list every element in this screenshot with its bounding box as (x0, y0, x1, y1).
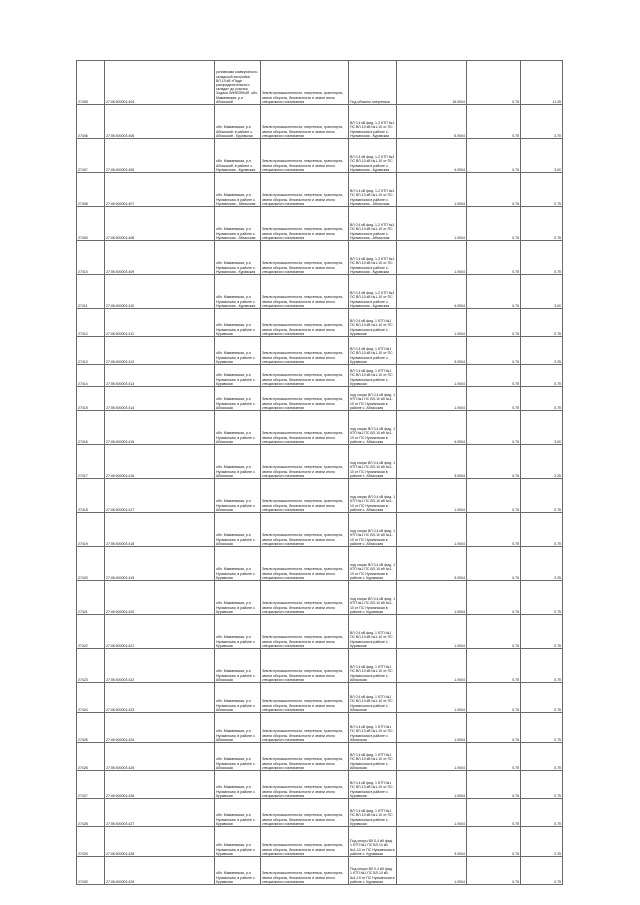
permitted-use-cell: под опоры ВЛ 0,4 кВ фид. 1 КТП №1 ПС ВЛ-10 кВ №1-10 от ПС Нусманская в районе с. Абхасская (349, 513, 397, 547)
area-cell: 1.0004 (397, 513, 467, 547)
cadastral-number-cell: 27:06:000001:421 (105, 615, 215, 649)
cadastral-number-cell: 27:06:000001:407 (105, 173, 215, 207)
cadastral-number-cell: 27:06:000001:416 (105, 445, 215, 479)
land-category-cell: Земли промышленности, энергетики, транспорта, земли обороны, безопасности и земли иного специального назначения (261, 479, 349, 513)
row-number-cell: 27412 (77, 309, 105, 337)
total-cell: 0.75 (521, 513, 563, 547)
table-row (77, 445, 563, 479)
address-cell: обл. Мамаевская, р-н Нусманская, в районе с. Абхасская (215, 445, 261, 479)
address-cell: обл. Мамаевская, р-н Нусманская, в районе с. Куравская (215, 827, 261, 857)
address-cell: обл. Мамаевская, р-н Нусманская, в районе с. Нусманская - Абхасская (215, 207, 261, 241)
rate-cell: 0.75 (467, 827, 521, 857)
area-cell: 1.0004 (397, 683, 467, 713)
row-number-cell: 27411 (77, 275, 105, 309)
address-cell: обл. Мамаевская, р-н Нусманская, в районе с. Нусманская - Куравская (215, 241, 261, 275)
permitted-use-cell: ВЛ 0,4 кВ фид. 1 КТП №1 ПС ВЛ-10 кВ №1-10 от ПС Нусманская в районе с. Куравская (349, 309, 397, 337)
permitted-use-cell: ВЛ 0,4 кВ фид. 1 КТП №1 ПС ВЛ-10 кВ №1-10 от ПС Нусманская в районе с. Куравская (349, 337, 397, 365)
rate-cell: 0.75 (467, 61, 521, 105)
land-category-cell: Земли промышленности, энергетики, транспорта, земли обороны, безопасности и земли иного специального назначения (261, 683, 349, 713)
rate-cell: 0.75 (467, 337, 521, 365)
cadastral-number-cell: 27:06:000001:420 (105, 581, 215, 615)
cadastral-number-cell: 27:06:000001:405 (105, 105, 215, 139)
address-cell: условными коммунально-складской застройки ВЛ-10 кВ «Пади распределительного склада» до участка Ходика ЛИНЕЙНЫЙ. обл. Мамаевская. р-н Абхасский (215, 61, 261, 105)
total-cell: 0.75 (521, 241, 563, 275)
permitted-use-cell: ВЛ 0,4 кВ фид. 1 КТП №1 ПС ВЛ-10 кВ №1-10 от ПС Нусманская в районе с. Куравская (349, 771, 397, 799)
rate-cell: 0.75 (467, 581, 521, 615)
area-cell: 15.0004 (397, 61, 467, 105)
table-row (77, 337, 563, 365)
address-cell: обл. Мамаевская, р-н Нусманская, в районе с. Куравская (215, 547, 261, 581)
land-category-cell: Земли промышленности, энергетики, транспорта, земли обороны, безопасности и земли иного специального назначения (261, 207, 349, 241)
row-number-cell: 27421 (77, 581, 105, 615)
row-number-cell: 27409 (77, 207, 105, 241)
cadastral-number-cell: 27:06:000001:419 (105, 547, 215, 581)
permitted-use-cell: ВЛ 0,4 кВ фид. 1-2 КТП №1 ПС ВЛ-10 кВ №1-10 от ПС Нусманская в районе с. Нусманская - Куравская (349, 275, 397, 309)
land-category-cell: Земли промышленности, энергетики, транспорта, земли обороны, безопасности и земли иного специального назначения (261, 827, 349, 857)
row-number-cell: 27418 (77, 479, 105, 513)
permitted-use-cell: ВЛ 0,4 кВ фид. 1-2 КТП №1 ПС ВЛ-10 кВ №1-10 от ПС Нусманская в районе с. Нусманская - Абхасская (349, 173, 397, 207)
total-cell: 0.75 (521, 173, 563, 207)
address-cell: обл. Мамаевская, р-н Абхасский, в районе с. Абхасский - Куравская (215, 105, 261, 139)
table-row (77, 771, 563, 799)
area-cell: 1.0004 (397, 581, 467, 615)
row-number-cell: 27426 (77, 743, 105, 771)
total-cell: 3.00 (521, 275, 563, 309)
total-cell: 0.75 (521, 649, 563, 683)
address-cell: обл. Мамаевская, р-н Нусманская, в районе с. Абхасская (215, 411, 261, 445)
area-cell: 4.0004 (397, 275, 467, 309)
row-number-cell: 27420 (77, 547, 105, 581)
permitted-use-cell: ВЛ 0,4 кВ фид. 1 КТП №1 ПС ВЛ-10 кВ №1-10 от ПС Нусманская в районе с. Абхасская (349, 649, 397, 683)
land-category-cell: Земли промышленности, энергетики, транспорта, земли обороны, безопасности и земли иного специального назначения (261, 61, 349, 105)
total-cell: 0.75 (521, 799, 563, 827)
total-cell: 3.00 (521, 139, 563, 173)
table-row (77, 857, 563, 885)
table-row (77, 581, 563, 615)
area-cell: 1.0004 (397, 713, 467, 743)
cadastral-number-cell: 27:06:000001:422 (105, 649, 215, 683)
land-category-cell: Земли промышленности, энергетики, транспорта, земли обороны, безопасности и земли иного специального назначения (261, 743, 349, 771)
total-cell: 2.25 (521, 827, 563, 857)
table-row (77, 309, 563, 337)
rate-cell: 0.75 (467, 615, 521, 649)
permitted-use-cell: под опоры ВЛ 0,4 кВ фид. 1 КТП №1 ПС ВЛ-10 кВ №1-10 от ПС Нусманская в районе с. Куравская (349, 547, 397, 581)
rate-cell: 0.75 (467, 365, 521, 387)
land-category-cell: Земли промышленности, энергетики, транспорта, земли обороны, безопасности и земли иного специального назначения (261, 139, 349, 173)
table-row (77, 387, 563, 411)
row-number-cell: 27428 (77, 799, 105, 827)
area-cell: 4.0004 (397, 139, 467, 173)
table-row (77, 827, 563, 857)
permitted-use-cell: ВЛ 0,4 кВ фид. 1-2 КТП №1 ПС ВЛ-10 кВ №1-10 от ПС Нусманская в районе с. Нусманская - Абхасская (349, 207, 397, 241)
area-cell: 1.0004 (397, 207, 467, 241)
cadastral-number-cell: 27:06:000001:429 (105, 857, 215, 885)
row-number-cell: 27416 (77, 411, 105, 445)
area-cell: 1.0004 (397, 241, 467, 275)
permitted-use-cell: под опоры ВЛ 0,4 кВ фид. 1 КТП №1 ПС ВЛ-10 кВ №1-10 от ПС Нусманская в районе с. Куравская (349, 581, 397, 615)
table-row (77, 411, 563, 445)
document-sheet (76, 60, 562, 885)
address-cell: обл. Мамаевская, р-н Нусманская, в районе с. Абхасская (215, 683, 261, 713)
address-cell: обл. Мамаевская, р-н Нусманская, в районе с. Абхасская (215, 513, 261, 547)
table-row (77, 799, 563, 827)
table-row (77, 173, 563, 207)
row-number-cell: 27408 (77, 173, 105, 207)
area-cell: 3.0004 (397, 827, 467, 857)
land-category-cell: Земли промышленности, энергетики, транспорта, земли обороны, безопасности и земли иного специального назначения (261, 615, 349, 649)
rate-cell: 0.75 (467, 649, 521, 683)
table-row (77, 713, 563, 743)
table-row (77, 743, 563, 771)
cadastral-number-cell: 27:06:000001:410 (105, 275, 215, 309)
permitted-use-cell: Под объекты энергетики (349, 61, 397, 105)
row-number-cell: 27415 (77, 387, 105, 411)
row-number-cell: 27422 (77, 615, 105, 649)
table-row (77, 105, 563, 139)
permitted-use-cell: ВЛ 0,4 кВ фид. 1 КТП №1 ПС ВЛ-10 кВ №1-10 от ПС Нусманская в районе с. Абхасская (349, 683, 397, 713)
permitted-use-cell: Под опоры ВЛ 0,4 кВ фид. 1 КТП №1 ПС ВЛ-10 кВ №1-10 от ПС Нусманская в районе с. Куравская (349, 857, 397, 885)
cadastral-number-cell: 27:06:000001:428 (105, 827, 215, 857)
rate-cell: 0.75 (467, 309, 521, 337)
row-number-cell: 27417 (77, 445, 105, 479)
rate-cell: 0.75 (467, 173, 521, 207)
row-number-cell: 27424 (77, 683, 105, 713)
land-category-cell: Земли промышленности, энергетики, транспорта, земли обороны, безопасности и земли иного специального назначения (261, 713, 349, 743)
land-category-cell: Земли промышленности, энергетики, транспорта, земли обороны, безопасности и земли иного специального назначения (261, 547, 349, 581)
total-cell: 0.75 (521, 743, 563, 771)
area-cell: 4.0004 (397, 411, 467, 445)
row-number-cell: 27430 (77, 857, 105, 885)
area-cell: 1.0004 (397, 857, 467, 885)
row-number-cell: 27419 (77, 513, 105, 547)
row-number-cell: 27427 (77, 771, 105, 799)
area-cell: 1.0004 (397, 771, 467, 799)
row-number-cell: 27423 (77, 649, 105, 683)
total-cell: 0.75 (521, 365, 563, 387)
land-category-cell: Земли промышленности, энергетики, транспорта, земли обороны, безопасности и земли иного специального назначения (261, 513, 349, 547)
land-category-cell: Земли промышленности, энергетики, транспорта, земли обороны, безопасности и земли иного специального назначения (261, 241, 349, 275)
total-cell: 0.75 (521, 581, 563, 615)
address-cell: обл. Мамаевская, р-н Нусманская, в районе с. Абхасская (215, 387, 261, 411)
area-cell: 1.0004 (397, 799, 467, 827)
table-row (77, 139, 563, 173)
total-cell: 2.25 (521, 547, 563, 581)
rate-cell: 0.75 (467, 547, 521, 581)
permitted-use-cell: ВЛ 0,4 кВ фид. 1-2 КТП №1 ПС ВЛ-10 кВ №1-10 от ПС Нусманская в районе с. Нусманская - Куравская (349, 139, 397, 173)
total-cell: 2.25 (521, 337, 563, 365)
cadastral-number-cell: 27:06:000001:427 (105, 799, 215, 827)
address-cell: обл. Мамаевская, р-н Нусманская, в районе с. Абхасская (215, 479, 261, 513)
area-cell: 1.0004 (397, 387, 467, 411)
rate-cell: 0.75 (467, 479, 521, 513)
land-category-cell: Земли промышленности, энергетики, транспорта, земли обороны, безопасности и земли иного специального назначения (261, 337, 349, 365)
total-cell: 0.75 (521, 615, 563, 649)
table-row (77, 365, 563, 387)
cadastral-number-cell: 27:06:000001:417 (105, 479, 215, 513)
land-category-cell: Земли промышленности, энергетики, транспорта, земли обороны, безопасности и земли иного специального назначения (261, 173, 349, 207)
area-cell: 5.0004 (397, 105, 467, 139)
area-cell: 3.0004 (397, 445, 467, 479)
address-cell: обл. Мамаевская, р-н Нусманская, в районе с. Куравская (215, 857, 261, 885)
address-cell: обл. Мамаевская, р-н Нусманская, в районе с. Куравская (215, 581, 261, 615)
row-number-cell: 27413 (77, 337, 105, 365)
permitted-use-cell: ВЛ 0,4 кВ фид. 1-2 КТП №1 ПС ВЛ-10 кВ №1-10 от ПС Нусманская в районе с. Нусманская - Куравская (349, 241, 397, 275)
address-cell: обл. Мамаевская, р-н Абхасский, в районе с. Нусманская - Куравская (215, 139, 261, 173)
address-cell: обл. Мамаевская, р-н Нусманская, в районе с. Нусманская - Абхасская (215, 173, 261, 207)
rate-cell: 0.75 (467, 799, 521, 827)
address-cell: обл. Мамаевская, р-н Нусманская, в районе с. Куравская (215, 309, 261, 337)
land-category-cell: Земли промышленности, энергетики, транспорта, земли обороны, безопасности и земли иного специального назначения (261, 411, 349, 445)
address-cell: обл. Мамаевская, р-н Нусманская, в районе с. Абхасская (215, 743, 261, 771)
land-category-cell: Земли промышленности, энергетики, транспорта, земли обороны, безопасности и земли иного специального назначения (261, 275, 349, 309)
row-number-cell: 27406 (77, 105, 105, 139)
cadastral-number-cell: 27:06:000001:426 (105, 771, 215, 799)
row-number-cell: 27425 (77, 713, 105, 743)
land-category-cell: Земли промышленности, энергетики, транспорта, земли обороны, безопасности и земли иного специального назначения (261, 445, 349, 479)
table-row (77, 479, 563, 513)
cadastral-number-cell: 27:06:000001:406 (105, 139, 215, 173)
cadastral-number-cell: 27:06:000001:404 (105, 61, 215, 105)
permitted-use-cell: ВЛ 0,4 кВ фид. 1 КТП №1 ПС ВЛ-10 кВ №1-10 от ПС Нусманская в районе с. Абхасская (349, 713, 397, 743)
land-category-cell: Земли промышленности, энергетики, транспорта, земли обороны, безопасности и земли иного специального назначения (261, 365, 349, 387)
cadastral-number-cell: 27:06:000001:412 (105, 337, 215, 365)
address-cell: обл. Мамаевская, р-н Нусманская, в районе с. Куравская (215, 337, 261, 365)
total-cell: 0.75 (521, 309, 563, 337)
total-cell: 11.25 (521, 61, 563, 105)
rate-cell: 0.75 (467, 771, 521, 799)
land-register-table (76, 60, 563, 885)
table-body (77, 61, 563, 885)
row-number-cell: 27407 (77, 139, 105, 173)
table-row (77, 241, 563, 275)
rate-cell: 0.75 (467, 445, 521, 479)
permitted-use-cell: под опоры ВЛ 0,4 кВ фид. 1 КТП №1 ПС ВЛ-10 кВ №1-10 от ПС Нусманская в районе с. Абхасская (349, 445, 397, 479)
total-cell: 0.75 (521, 479, 563, 513)
row-number-cell: 27410 (77, 241, 105, 275)
land-category-cell: Земли промышленности, энергетики, транспорта, земли обороны, безопасности и земли иного специального назначения (261, 799, 349, 827)
rate-cell: 0.75 (467, 683, 521, 713)
total-cell: 0.75 (521, 207, 563, 241)
area-cell: 1.0004 (397, 365, 467, 387)
cadastral-number-cell: 27:06:000001:415 (105, 411, 215, 445)
cadastral-number-cell: 27:06:000001:425 (105, 743, 215, 771)
row-number-cell: 27405 (77, 61, 105, 105)
row-number-cell: 27429 (77, 827, 105, 857)
land-category-cell: Земли промышленности, энергетики, транспорта, земли обороны, безопасности и земли иного специального назначения (261, 309, 349, 337)
table-row (77, 207, 563, 241)
row-number-cell: 27414 (77, 365, 105, 387)
table-row (77, 275, 563, 309)
rate-cell: 0.75 (467, 139, 521, 173)
rate-cell: 0.75 (467, 713, 521, 743)
total-cell: 0.75 (521, 771, 563, 799)
area-cell: 1.0004 (397, 479, 467, 513)
table-row (77, 547, 563, 581)
land-category-cell: Земли промышленности, энергетики, транспорта, земли обороны, безопасности и земли иного специального назначения (261, 857, 349, 885)
table-row (77, 615, 563, 649)
area-cell: 1.0004 (397, 743, 467, 771)
rate-cell: 0.75 (467, 387, 521, 411)
rate-cell: 0.75 (467, 105, 521, 139)
table-row (77, 513, 563, 547)
area-cell: 3.0004 (397, 547, 467, 581)
permitted-use-cell: ВЛ 0,4 кВ фид. 1-2 КТП №1 ПС ВЛ-10 кВ №1-10 от ПС Нусманская в районе с. Нусманская - Куравская (349, 105, 397, 139)
cadastral-number-cell: 27:06:000001:424 (105, 713, 215, 743)
land-category-cell: Земли промышленности, энергетики, транспорта, земли обороны, безопасности и земли иного специального назначения (261, 387, 349, 411)
permitted-use-cell: ВЛ 0,4 кВ фид. 1 КТП №1 ПС ВЛ-10 кВ №1-10 от ПС Нусманская в районе с. Абхасская (349, 743, 397, 771)
rate-cell: 0.75 (467, 241, 521, 275)
land-category-cell: Земли промышленности, энергетики, транспорта, земли обороны, безопасности и земли иного специального назначения (261, 771, 349, 799)
total-cell: 0.75 (521, 683, 563, 713)
cadastral-number-cell: 27:06:000001:408 (105, 207, 215, 241)
land-category-cell: Земли промышленности, энергетики, транспорта, земли обороны, безопасности и земли иного специального назначения (261, 581, 349, 615)
table-row (77, 61, 563, 105)
address-cell: обл. Мамаевская, р-н Нусманская, в районе с. Куравская (215, 771, 261, 799)
cadastral-number-cell: 27:06:000001:413 (105, 365, 215, 387)
permitted-use-cell: ВЛ 0,4 кВ фид. 1 КТП №1 ПС ВЛ-10 кВ №1-10 от ПС Нусманская в районе с. Куравская (349, 365, 397, 387)
address-cell: обл. Мамаевская, р-н Нусманская, в районе с. Куравская (215, 365, 261, 387)
cadastral-number-cell: 27:06:000001:414 (105, 387, 215, 411)
total-cell: 2.25 (521, 445, 563, 479)
address-cell: обл. Мамаевская, р-н Нусманская, в районе с. Куравская (215, 799, 261, 827)
total-cell: 0.75 (521, 857, 563, 885)
cadastral-number-cell: 27:06:000001:418 (105, 513, 215, 547)
address-cell: обл. Мамаевская, р-н Нусманская, в районе с. Абхасская (215, 649, 261, 683)
permitted-use-cell: под опоры ВЛ 0,4 кВ фид. 1 КТП №1 ПС ВЛ-10 кВ №1-10 от ПС Нусманская в районе с. Абхасская (349, 479, 397, 513)
rate-cell: 0.75 (467, 275, 521, 309)
total-cell: 0.75 (521, 387, 563, 411)
address-cell: обл. Мамаевская, р-н Нусманская, в районе с. Нусманская - Куравская (215, 275, 261, 309)
area-cell: 1.0004 (397, 309, 467, 337)
area-cell: 1.0004 (397, 649, 467, 683)
area-cell: 3.0004 (397, 337, 467, 365)
permitted-use-cell: под опоры ВЛ 0,4 кВ фид. 1 КТП №1 ПС ВЛ-10 кВ №1-10 от ПС Нусманская в районе с. Абхасская (349, 411, 397, 445)
land-category-cell: Земли промышленности, энергетики, транспорта, земли обороны, безопасности и земли иного специального назначения (261, 105, 349, 139)
cadastral-number-cell: 27:06:000001:409 (105, 241, 215, 275)
total-cell: 3.00 (521, 411, 563, 445)
total-cell: 0.75 (521, 713, 563, 743)
land-category-cell: Земли промышленности, энергетики, транспорта, земли обороны, безопасности и земли иного специального назначения (261, 649, 349, 683)
permitted-use-cell: под опоры ВЛ 0,4 кВ фид. 1 КТП №1 ПС ВЛ-10 кВ №1-10 от ПС Нусманская в районе с. Абхасская (349, 387, 397, 411)
total-cell: 3.75 (521, 105, 563, 139)
address-cell: обл. Мамаевская, р-н Нусманская, в районе с. Куравская (215, 615, 261, 649)
rate-cell: 0.75 (467, 743, 521, 771)
permitted-use-cell: Под опоры ВЛ 0,4 кВ фид. 1 КТП №1 ПС ВЛ-10 кВ №1-10 от ПС Нусманская в районе с. Куравская (349, 827, 397, 857)
cadastral-number-cell: 27:06:000001:411 (105, 309, 215, 337)
table-row (77, 649, 563, 683)
address-cell: обл. Мамаевская, р-н Нусманская, в районе с. Абхасская (215, 713, 261, 743)
rate-cell: 0.75 (467, 857, 521, 885)
area-cell: 1.0004 (397, 173, 467, 207)
rate-cell: 0.75 (467, 207, 521, 241)
permitted-use-cell: ВЛ 0,4 кВ фид. 1 КТП №1 ПС ВЛ-10 кВ №1-10 от ПС Нусманская в районе с. Куравская (349, 799, 397, 827)
rate-cell: 0.75 (467, 513, 521, 547)
cadastral-number-cell: 27:06:000001:423 (105, 683, 215, 713)
area-cell: 1.0004 (397, 615, 467, 649)
permitted-use-cell: ВЛ 0,4 кВ фид. 1 КТП №1 ПС ВЛ-10 кВ №1-10 от ПС Нусманская в районе с. Куравская (349, 615, 397, 649)
table-row (77, 683, 563, 713)
rate-cell: 0.75 (467, 411, 521, 445)
